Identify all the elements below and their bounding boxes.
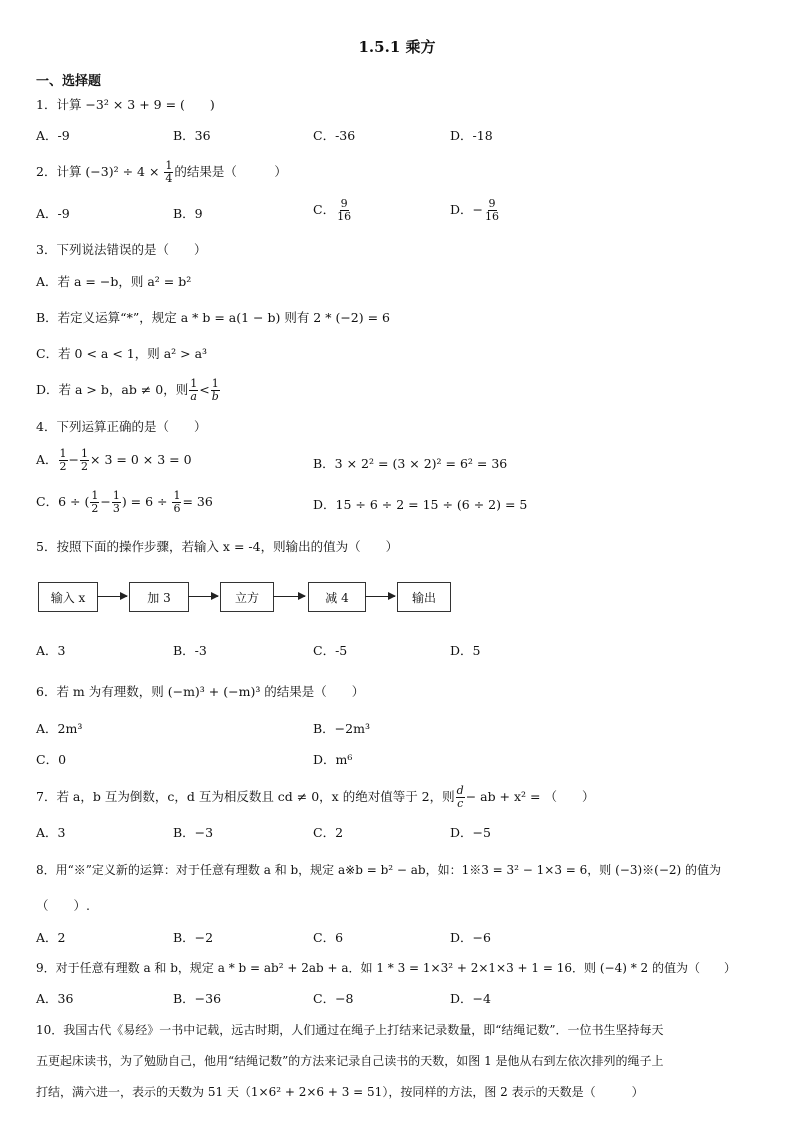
question-6-option-d[interactable]: D．m⁶	[313, 752, 353, 767]
fraction-denominator: 3	[112, 502, 120, 515]
fraction-numerator: 1	[81, 447, 89, 460]
fraction-denominator: 2	[81, 460, 89, 473]
question-2-stem	[36, 160, 287, 185]
minus-sign: −	[68, 452, 80, 467]
fraction-denominator: 6	[173, 502, 181, 515]
question-1-option-c[interactable]: C．-36	[313, 128, 356, 143]
question-4-option-d[interactable]: D．15 ÷ 6 ÷ 2 = 15 ÷ (6 ÷ 2) = 5	[313, 497, 528, 512]
question-8-stem: 8．用“※”定义新的运算：对于任意有理数 a 和 b，规定 a※b = b² − ab，如：1※3 = 3² − 1×3 = 6，则 (−3)※(−2) 的值为	[36, 863, 722, 877]
flow-box-add-3: 加 3	[129, 582, 189, 612]
question-6-option-b[interactable]: B．−2m³	[313, 721, 370, 736]
fraction-numerator: d	[456, 784, 464, 797]
question-7-option-d[interactable]: D．−5	[450, 825, 491, 840]
question-6-option-a[interactable]: A．2m³	[36, 721, 83, 736]
flow-box-cube: 立方	[220, 582, 274, 612]
question-8-option-a[interactable]: A．2	[36, 930, 66, 945]
question-6-stem: 6．若 m 为有理数，则 (−m)³ + (−m)³ 的结果是（ ）	[36, 684, 365, 699]
option-label: D．−	[450, 202, 483, 217]
fraction-numerator: 1	[173, 489, 181, 502]
question-5-stem: 5．按照下面的操作步骤，若输入 x = -4，则输出的值为（ ）	[36, 539, 399, 554]
question-4-option-c[interactable]	[36, 490, 213, 515]
question-4-option-b[interactable]: B．3 × 2² = (3 × 2)² = 6² = 36	[313, 456, 508, 471]
fraction-denominator: b	[211, 390, 219, 403]
option-fraction	[189, 378, 198, 403]
flow-box-input: 输入 x	[38, 582, 98, 612]
option-fraction	[211, 378, 220, 403]
option-fraction	[59, 448, 68, 473]
question-9-option-b[interactable]: B．−36	[173, 991, 222, 1006]
flow-arrow-icon	[97, 596, 127, 597]
question-4-stem: 4．下列运算正确的是（ ）	[36, 419, 207, 434]
fraction-numerator: 1	[59, 447, 67, 460]
option-fraction	[90, 490, 99, 515]
question-8-option-c[interactable]: C．6	[313, 930, 344, 945]
question-8-option-d[interactable]: D．−6	[450, 930, 491, 945]
option-fraction	[112, 490, 121, 515]
question-7-option-c[interactable]: C．2	[313, 825, 344, 840]
fraction-denominator: c	[457, 797, 464, 810]
fraction-numerator: 9	[488, 197, 496, 210]
question-10-line-2: 五更起床读书，为了勉励自己，他用“结绳记数”的方法来记录自己读书的天数，如图 1 是他从右到左依次排列的绳子上	[36, 1054, 664, 1068]
question-1-option-a[interactable]: A．-9	[36, 128, 70, 143]
question-1-stem: 1．计算 −3² × 3 + 9 = ( )	[36, 97, 215, 112]
question-2-stem-post: 的结果是（ ）	[174, 164, 287, 179]
question-6-option-c[interactable]: C．0	[36, 752, 67, 767]
question-1-option-d[interactable]: D．-18	[450, 128, 493, 143]
question-5-option-c[interactable]: C．-5	[313, 643, 348, 658]
flow-arrow-icon	[273, 596, 305, 597]
question-7-fraction	[456, 785, 465, 810]
option-fraction	[484, 198, 500, 223]
fraction-numerator: 1	[211, 377, 219, 390]
fraction-numerator: 1	[190, 377, 198, 390]
option-label: A．	[36, 452, 58, 467]
question-9-option-d[interactable]: D．−4	[450, 991, 491, 1006]
option-fraction	[80, 448, 89, 473]
question-3-option-a[interactable]: A．若 a = −b，则 a² = b²	[36, 274, 192, 289]
fraction-numerator: 9	[340, 197, 348, 210]
minus-sign: −	[100, 494, 111, 509]
option-label: C．6 ÷ (	[36, 494, 90, 509]
question-2-option-c[interactable]	[313, 198, 353, 223]
question-8-option-b[interactable]: B．−2	[173, 930, 214, 945]
option-fraction	[336, 198, 352, 223]
fraction-denominator: a	[190, 390, 197, 403]
option-label: D．若 a > b，ab ≠ 0，则	[36, 382, 189, 397]
question-3-option-c[interactable]: C．若 0 < a < 1，则 a² > a³	[36, 346, 208, 361]
flow-box-minus-4: 减 4	[308, 582, 366, 612]
option-expression: × 3 = 0 × 3 = 0	[90, 452, 192, 467]
option-expression: ) = 6 ÷	[121, 494, 172, 509]
option-label: C．	[313, 202, 336, 217]
flow-arrow-icon	[365, 596, 395, 597]
question-9-stem: 9．对于任意有理数 a 和 b，规定 a * b = ab² + 2ab + a．如 1 * 3 = 1×3² + 2×1×3 + 1 = 16．则 (−4) * 2 的值为（ ）	[36, 961, 736, 975]
flow-box-output: 输出	[397, 582, 451, 612]
question-3-option-d[interactable]	[36, 378, 221, 403]
fraction-denominator: 2	[91, 502, 99, 515]
fraction-numerator: 1	[91, 489, 99, 502]
less-than-sign: <	[199, 382, 210, 397]
question-7-stem-post: − ab + x² = （ ）	[465, 789, 595, 804]
fraction-numerator: 1	[165, 159, 173, 172]
question-5-option-b[interactable]: B．-3	[173, 643, 207, 658]
question-1-option-b[interactable]: B．36	[173, 128, 211, 143]
fraction-denominator: 16	[485, 210, 499, 223]
fraction-denominator: 4	[165, 172, 173, 185]
question-10-line-1: 10．我国古代《易经》一书中记载，远古时期，人们通过在绳子上打结来记录数量，即“结绳记数”．一位书生坚持每天	[36, 1023, 664, 1037]
question-2-stem-pre: 2．计算 (−3)² ÷ 4 ×	[36, 164, 164, 179]
question-7-option-a[interactable]: A．3	[36, 825, 66, 840]
question-5-option-a[interactable]: A．3	[36, 643, 66, 658]
question-2-option-d[interactable]	[450, 198, 501, 223]
question-2-fraction	[164, 160, 173, 185]
option-expression: = 36	[182, 494, 213, 509]
question-9-option-c[interactable]: C．−8	[313, 991, 354, 1006]
question-8-stem-continued: （ ）.	[36, 898, 90, 913]
question-4-option-a[interactable]	[36, 448, 192, 473]
question-7-stem	[36, 785, 595, 810]
fraction-denominator: 2	[59, 460, 67, 473]
flow-arrow-icon	[188, 596, 218, 597]
page-title: 1.5.1 乘方	[358, 38, 436, 56]
question-3-stem: 3．下列说法错误的是（ ）	[36, 242, 207, 257]
question-9-option-a[interactable]: A．36	[36, 991, 74, 1006]
question-7-stem-pre: 7．若 a，b 互为倒数，c，d 互为相反数且 cd ≠ 0，x 的绝对值等于 2，则	[36, 789, 455, 804]
question-10-line-3: 打结，满六进一，表示的天数为 51 天（1×6² + 2×6 + 3 = 51），按同样的方法，图 2 表示的天数是（ ）	[36, 1085, 644, 1099]
fraction-numerator: 1	[112, 489, 120, 502]
option-fraction	[172, 490, 181, 515]
question-7-option-b[interactable]: B．−3	[173, 825, 214, 840]
question-3-option-b[interactable]: B．若定义运算“*”，规定 a * b = a(1 − b) 则有 2 * (−2) = 6	[36, 310, 390, 325]
question-2-option-b[interactable]: B．9	[173, 206, 203, 221]
section-heading: 一、选择题	[36, 74, 102, 89]
question-5-option-d[interactable]: D．5	[450, 643, 481, 658]
fraction-denominator: 16	[337, 210, 352, 223]
question-2-option-a[interactable]: A．-9	[36, 206, 70, 221]
